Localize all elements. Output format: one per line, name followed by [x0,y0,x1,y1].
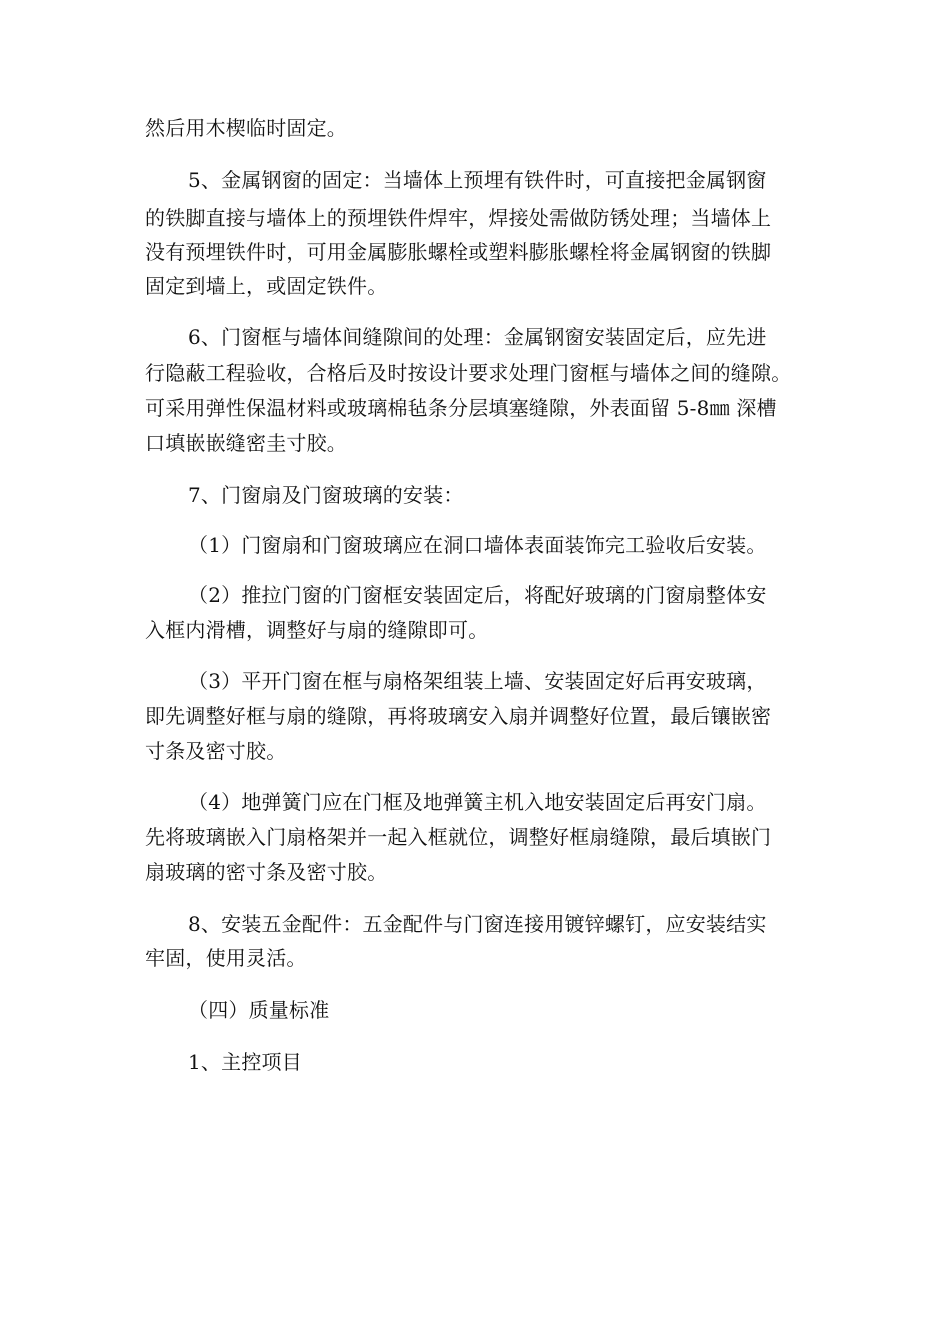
paragraph-5-line-1: 5、金属钢窗的固定：当墙体上预埋有铁件时，可直接把金属钢窗 [188,168,767,192]
item-2-line-2: 入框内滑槽，调整好与扇的缝隙即可。 [145,618,489,642]
section-heading-quality-standard: （四）质量标准 [188,998,330,1022]
item-1-line: （1）门窗扇和门窗玻璃应在洞口墙体表面装饰完工验收后安装。 [188,533,767,557]
paragraph-7-heading: 7、门窗扇及门窗玻璃的安装： [188,483,464,507]
item-4-line-3: 扇玻璃的密寸条及密寸胶。 [145,860,388,884]
paragraph-8-line-1: 8、安装五金配件：五金配件与门窗连接用镀锌螺钉，应安装结实 [188,912,767,936]
item-4-line-1: （4）地弹簧门应在门框及地弹簧主机入地安装固定后再安门扇。 [188,790,767,814]
paragraph-5-line-4: 固定到墙上，或固定铁件。 [145,274,388,298]
paragraph-5-line-3: 没有预埋铁件时，可用金属膨胀螺栓或塑料膨胀螺栓将金属钢窗的铁脚 [145,240,772,264]
paragraph-6-line-1: 6、门窗框与墙体间缝隙间的处理：金属钢窗安装固定后，应先进 [188,325,767,349]
paragraph-6-line-3: 可采用弹性保温材料或玻璃棉毡条分层填塞缝隙，外表面留 5-8㎜ 深槽 [145,396,777,420]
paragraph-5-line-2: 的铁脚直接与墙体上的预埋铁件焊牢，焊接处需做防锈处理；当墙体上 [145,206,772,230]
paragraph-8-line-2: 牢固，使用灵活。 [145,946,307,970]
item-3-line-3: 寸条及密寸胶。 [145,739,287,763]
item-3-line-2: 即先调整好框与扇的缝隙，再将玻璃安入扇并调整好位置，最后镶嵌密 [145,704,772,728]
item-3-line-1: （3）平开门窗在框与扇格架组装上墙、安装固定好后再安玻璃， [188,669,767,693]
paragraph-6-line-2: 行隐蔽工程验收，合格后及时按设计要求处理门窗框与墙体之间的缝隙。 [145,361,792,385]
subheading-main-control-items: 1、主控项目 [188,1050,302,1074]
text-line: 然后用木楔临时固定。 [145,116,347,140]
paragraph-6-line-4: 口填嵌嵌缝密圭寸胶。 [145,431,347,455]
item-2-line-1: （2）推拉门窗的门窗框安装固定后，将配好玻璃的门窗扇整体安 [188,583,767,607]
item-4-line-2: 先将玻璃嵌入门扇格架并一起入框就位，调整好框扇缝隙，最后填嵌门 [145,825,772,849]
